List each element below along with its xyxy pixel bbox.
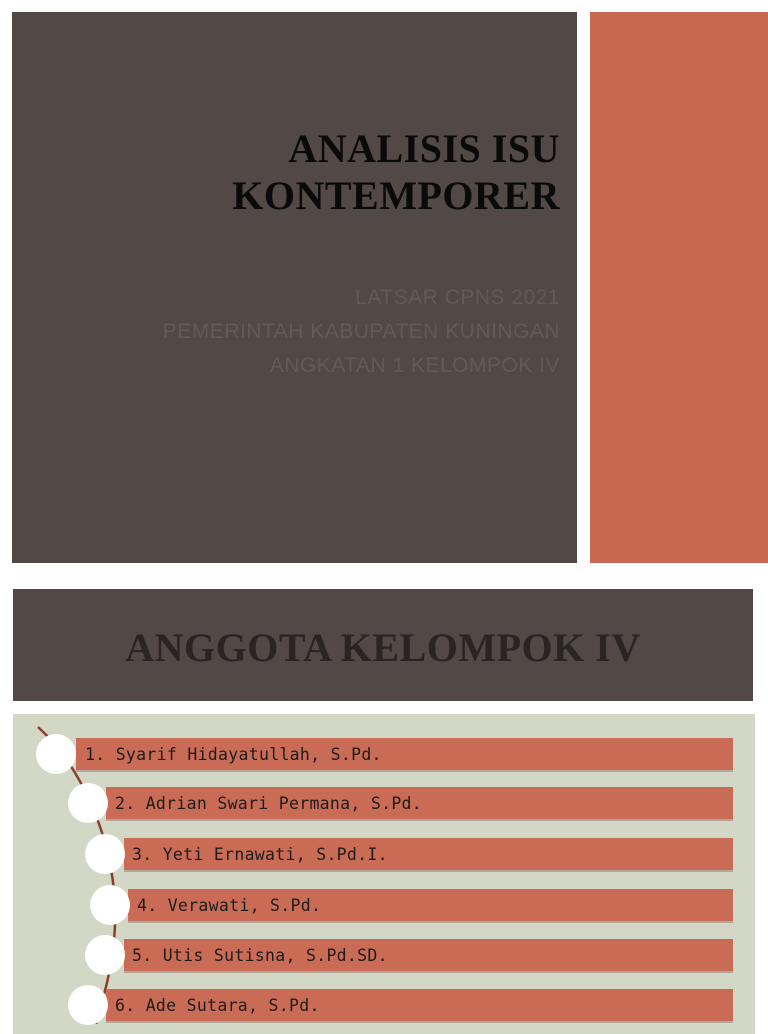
- member-item: [106, 989, 733, 1023]
- member-bullet-icon: [85, 834, 125, 874]
- member-name: 1. Syarif Hidayatullah, S.Pd.: [85, 745, 382, 764]
- member-name: 2. Adrian Swari Permana, S.Pd.: [115, 794, 423, 813]
- slide-subtitle-line: ANGKATAN 1 KELOMPOK IV: [269, 354, 560, 377]
- member-item: [124, 838, 733, 872]
- members-slide: [0, 575, 768, 1024]
- member-bullet-icon: [85, 935, 125, 975]
- member-name: 4. Verawati, S.Pd.: [137, 896, 322, 915]
- member-bullet-icon: [68, 985, 108, 1025]
- member-name: 3. Yeti Ernawati, S.Pd.I.: [132, 845, 388, 864]
- slide-subtitle-line: LATSAR CPNS 2021: [355, 286, 560, 309]
- slide-title-line: KONTEMPORER: [232, 173, 560, 218]
- member-item: [124, 939, 733, 973]
- slide-title-line: ANALISIS ISU: [288, 126, 560, 171]
- member-item: [128, 889, 733, 923]
- member-name: 5. Utis Sutisna, S.Pd.SD.: [132, 946, 388, 965]
- members-slide-title: ANGGOTA KELOMPOK IV: [125, 625, 641, 670]
- member-bullet-icon: [36, 734, 76, 774]
- member-item: [106, 787, 733, 821]
- member-name: 6. Ade Sutara, S.Pd.: [115, 996, 320, 1015]
- slide-subtitle-line: PEMERINTAH KABUPATEN KUNINGAN: [162, 320, 560, 343]
- slide-title: [12, 125, 560, 219]
- member-bullet-icon: [90, 885, 130, 925]
- slide-subtitle: [12, 281, 560, 383]
- title-slide-accent-panel: [590, 12, 768, 563]
- member-item: [76, 738, 733, 772]
- member-bullet-icon: [68, 783, 108, 823]
